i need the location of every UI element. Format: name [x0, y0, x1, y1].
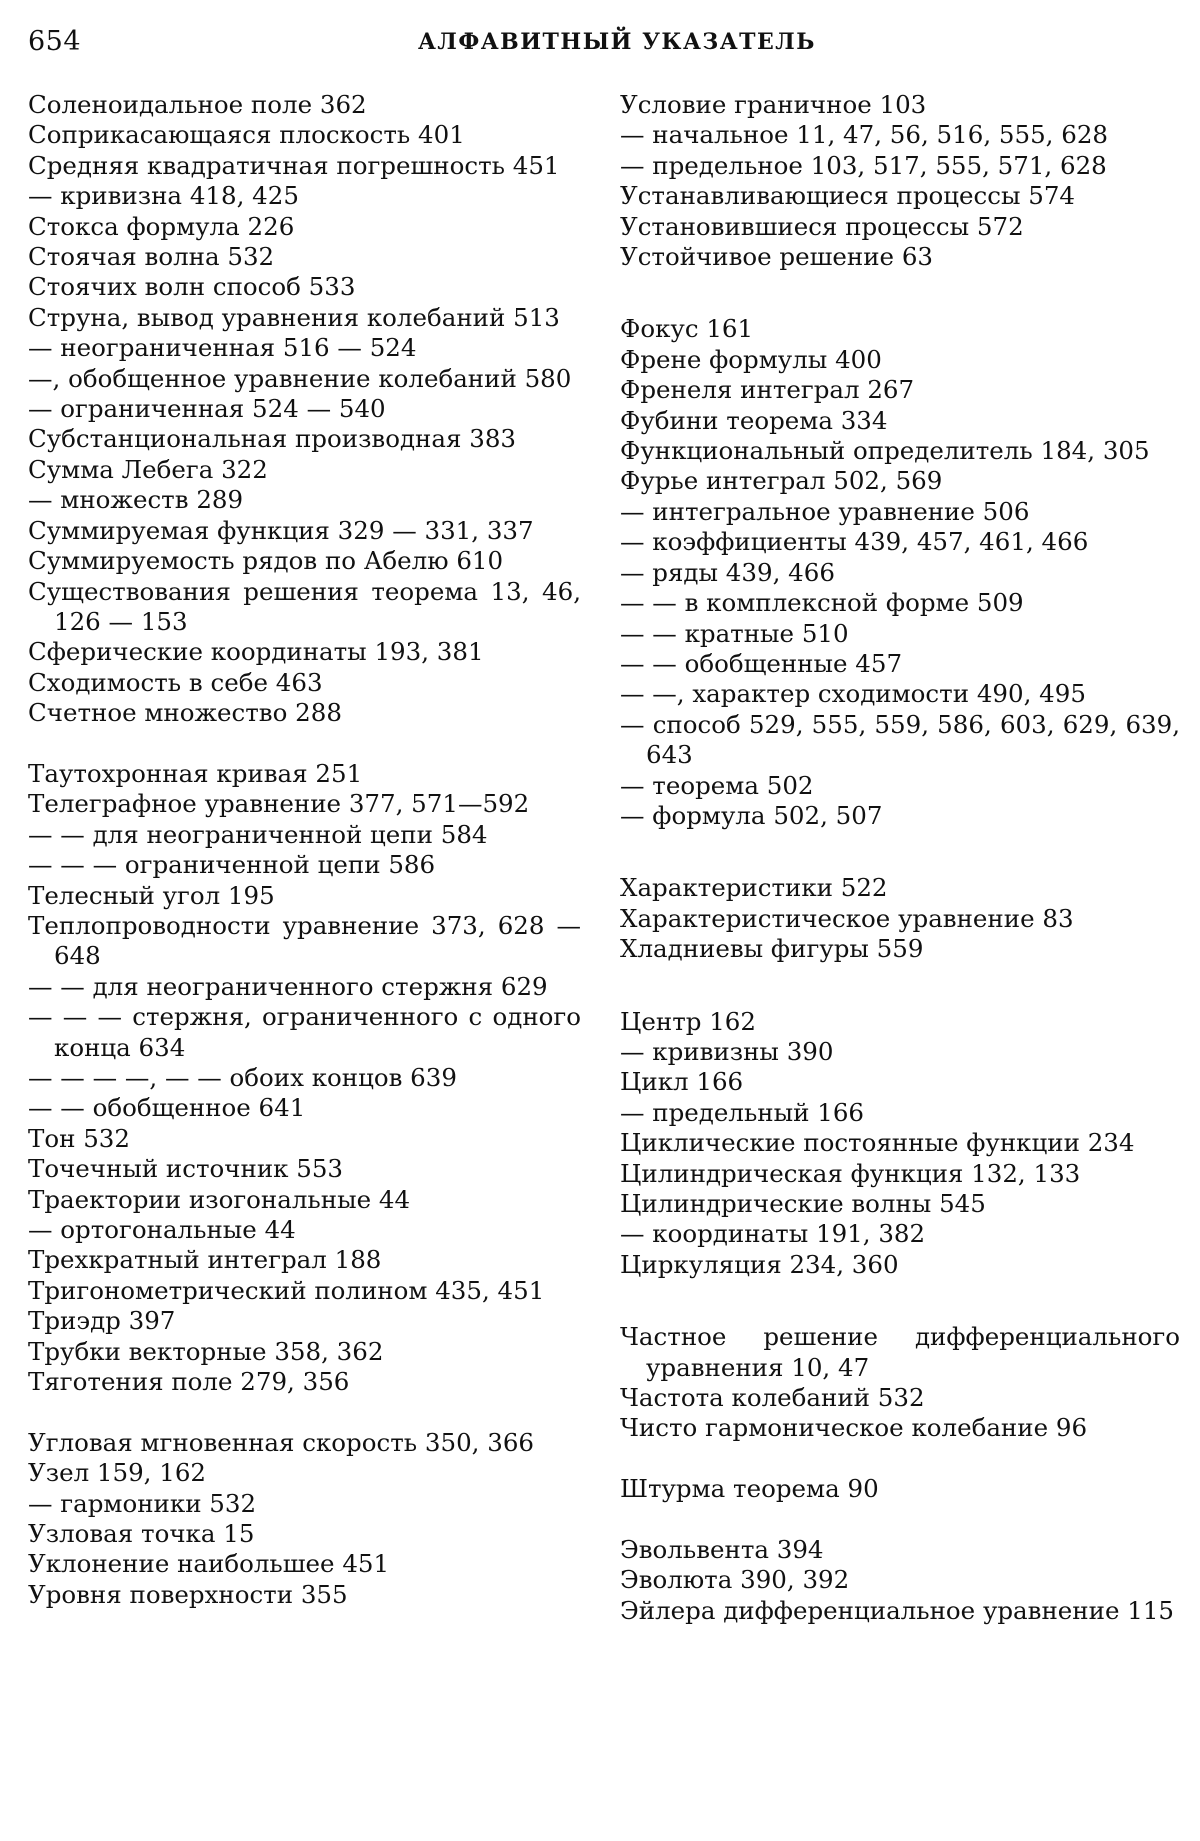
index-entry: Функциональный определитель 184, 305: [620, 436, 1150, 466]
index-entry: Сферические координаты 193, 381: [28, 637, 484, 667]
section-gap: [28, 729, 581, 759]
section-gap: [620, 1444, 1180, 1474]
index-entry: Средняя квадратичная погрешность 451: [28, 150, 560, 180]
section-gap: [620, 272, 1180, 314]
index-entry: Стоячих волн способ 533: [28, 272, 356, 302]
index-entry: — предельный 166: [620, 1097, 864, 1127]
section-gap: [620, 1505, 1180, 1535]
index-entry: Френе формулы 400: [620, 344, 882, 374]
index-entry: Эволюта 390, 392: [620, 1565, 850, 1595]
index-entry: Струна, вывод уравнения колебаний 513: [28, 302, 560, 332]
index-entry: Трубки векторные 358, 362: [28, 1336, 384, 1366]
index-entry: — кривизны 390: [620, 1036, 834, 1066]
index-entry: Фубини теорема 334: [620, 405, 888, 435]
index-entry: — — обобщенное 641: [28, 1093, 306, 1123]
index-entry: Суммируемость рядов по Абелю 610: [28, 546, 504, 576]
index-entry: Таутохронная кривая 251: [28, 758, 363, 788]
index-entry: —, обобщенное уравнение колебаний 580: [28, 363, 572, 393]
index-entry: — ограниченная 524 — 540: [28, 394, 386, 424]
index-entry: Центр 162: [620, 1006, 756, 1036]
index-entry: — множеств 289: [28, 485, 244, 515]
index-entry: Частота колебаний 532: [620, 1383, 925, 1413]
index-entry: Теплопроводности уравнение 373, 628 — 648: [28, 910, 581, 971]
index-entry: — — — стержня, ограниченного с одного конца 634: [28, 1002, 581, 1062]
index-entry: Соленоидальное поле 362: [28, 90, 367, 119]
index-entry: — формула 502, 507: [620, 800, 883, 830]
index-entry: Точечный источник 553: [28, 1154, 344, 1184]
index-entry: Сходимость в себе 463: [28, 667, 323, 697]
index-entry: Френеля интеграл 267: [620, 375, 915, 405]
index-entry: Условие граничное 103: [620, 90, 927, 119]
index-entry: Траектории изогональные 44: [28, 1184, 411, 1214]
index-entry: — предельное 103, 517, 555, 571, 628: [620, 150, 1107, 180]
index-entry: — — кратные 510: [620, 618, 849, 648]
index-entry: Цикл 166: [620, 1067, 744, 1097]
index-entry: Чисто гармоническое колебание 96: [620, 1413, 1088, 1443]
index-entry: Уклонение наибольшее 451: [28, 1549, 390, 1579]
running-head: АЛФАВИТНЫЙ УКАЗАТЕЛЬ: [418, 29, 816, 55]
index-entry: Узел 159, 162: [28, 1458, 207, 1488]
index-entry: — — обобщенные 457: [620, 648, 903, 678]
section-gap: [28, 1397, 581, 1427]
index-entry: Частное решение дифференциального уравнения 10, 47: [620, 1322, 1180, 1382]
index-entry: Триэдр 397: [28, 1306, 176, 1336]
index-entry: — коэффициенты 439, 457, 461, 466: [620, 527, 1089, 557]
index-entry: — — — —, — — обоих концов 639: [28, 1062, 457, 1092]
index-entry: Эйлера дифференциальное уравнение 115: [620, 1595, 1174, 1625]
index-entry: Тон 532: [28, 1123, 130, 1153]
index-column-left: [28, 90, 581, 1610]
index-entry: Стоячая волна 532: [28, 242, 275, 272]
index-entry: — — в комплексной форме 509: [620, 588, 1024, 618]
index-entry: — неограниченная 516 — 524: [28, 333, 417, 363]
index-entry: — — для неограниченной цепи 584: [28, 819, 488, 849]
index-entry: Характеристическое уравнение 83: [620, 903, 1074, 933]
index-entry: Тяготения поле 279, 356: [28, 1367, 350, 1397]
page-number: 654: [28, 26, 82, 57]
index-entry: Цилиндрические волны 545: [620, 1189, 986, 1218]
index-entry: Устойчивое решение 63: [620, 242, 933, 272]
index-entry: Уровня поверхности 355: [28, 1579, 348, 1609]
index-entry: Установившиеся процессы 572: [620, 211, 1024, 241]
index-entry: — — — ограниченной цепи 586: [28, 850, 436, 880]
index-entry: Тригонометрический полином 435, 451: [28, 1275, 545, 1305]
index-column-right: [620, 90, 1180, 1626]
section-gap: [620, 1280, 1180, 1322]
index-entry: Трехкратный интеграл 188: [28, 1245, 382, 1275]
index-entry: Цилиндрическая функция 132, 133: [620, 1158, 1081, 1188]
index-entry: Угловая мгновенная скорость 350, 366: [28, 1427, 534, 1457]
index-entry: Суммируемая функция 329 — 331, 337: [28, 515, 534, 545]
section-gap: [620, 965, 1180, 1007]
page-header: [28, 22, 1178, 62]
section-gap: [620, 831, 1180, 873]
index-entry: Фокус 161: [620, 314, 754, 344]
index-entry: Счетное множество 288: [28, 698, 342, 728]
index-entry: — теорема 502: [620, 770, 814, 800]
index-entry: — —, характер сходимости 490, 495: [620, 679, 1086, 709]
index-entry: Эвольвента 394: [620, 1535, 824, 1565]
index-entry: — ряды 439, 466: [620, 557, 835, 587]
index-entry: Хладниевы фигуры 559: [620, 934, 924, 964]
index-entry: — кривизна 418, 425: [28, 181, 299, 211]
index-entry: Сумма Лебега 322: [28, 454, 268, 484]
index-entry: — гармоники 532: [28, 1488, 257, 1518]
index-entry: — способ 529, 555, 559, 586, 603, 629, 639, 643: [620, 709, 1180, 770]
index-entry: Телесный угол 195: [28, 880, 275, 910]
index-entry: Телеграфное уравнение 377, 571—592: [28, 789, 530, 819]
index-entry: — координаты 191, 382: [620, 1219, 926, 1249]
index-entry: Субстанциональная производная 383: [28, 424, 517, 454]
index-entry: Узловая точка 15: [28, 1519, 255, 1549]
index-entry: Циклические постоянные функции 234: [620, 1128, 1135, 1158]
index-entry: Штурма теорема 90: [620, 1474, 879, 1504]
index-entry: Характеристики 522: [620, 873, 888, 903]
index-entry: Существования решения теорема 13, 46, 126 — 153: [28, 576, 581, 636]
index-entry: — — для неограниченного стержня 629: [28, 971, 548, 1001]
index-entry: — ортогональные 44: [28, 1215, 296, 1245]
index-entry: Соприкасающаяся плоскость 401: [28, 120, 465, 150]
index-entry: Циркуляция 234, 360: [620, 1249, 899, 1279]
index-entry: Устанавливающиеся процессы 574: [620, 181, 1076, 211]
index-entry: Фурье интеграл 502, 569: [620, 466, 943, 496]
index-entry: — интегральное уравнение 506: [620, 496, 1030, 526]
index-entry: — начальное 11, 47, 56, 516, 555, 628: [620, 120, 1108, 150]
index-entry: Стокса формула 226: [28, 211, 295, 241]
